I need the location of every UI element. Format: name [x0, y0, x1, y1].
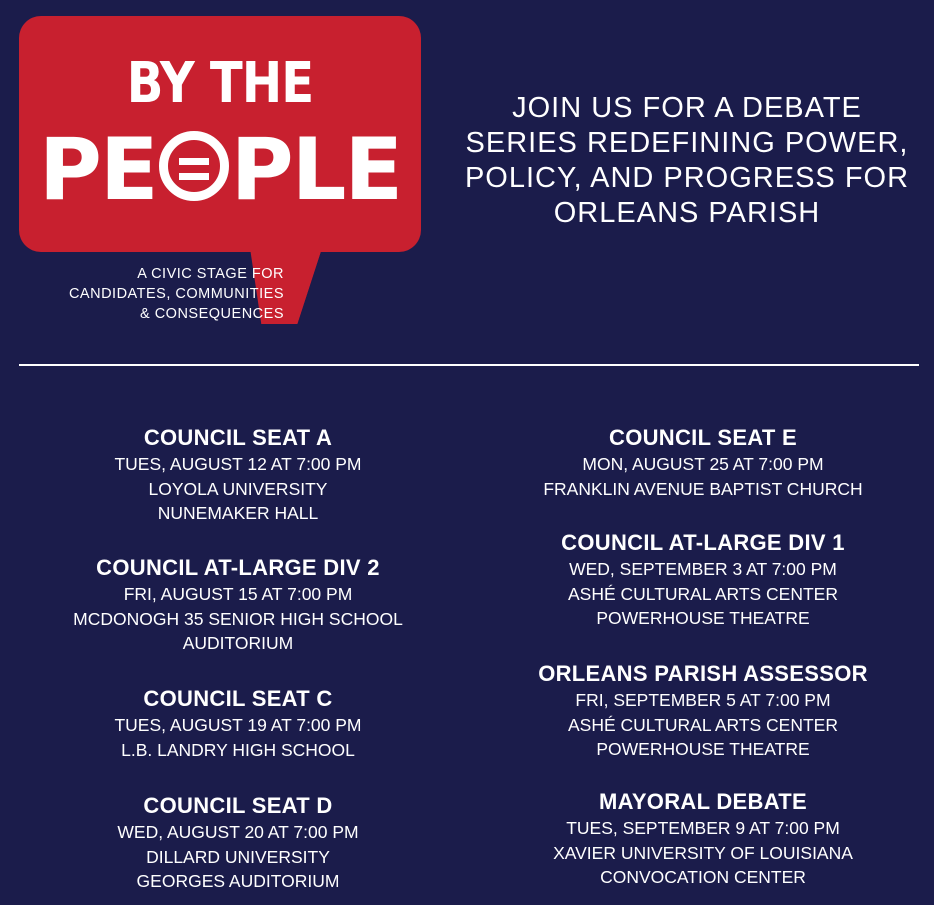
event-title: COUNCIL SEAT E: [609, 425, 797, 450]
event-venue-detail: NUNEMAKER HALL: [157, 503, 319, 523]
headline-line-2: SERIES REDEFINING POWER,: [465, 127, 909, 159]
section-divider: [19, 364, 919, 366]
logo-tagline: [69, 264, 284, 324]
event-title: COUNCIL SEAT A: [143, 425, 333, 450]
event-date: WED, AUGUST 20 AT 7:00 PM: [117, 822, 359, 842]
event-title: MAYORAL DEBATE: [599, 789, 807, 814]
by-the-people-logo: [19, 16, 421, 252]
event-venue: L.B. LANDRY HIGH SCHOOL: [121, 739, 355, 760]
event-council-at-large-div-2: [28, 554, 448, 656]
event-date: FRI, SEPTEMBER 5 AT 7:00 PM: [575, 690, 831, 710]
logo-line-2: [19, 120, 421, 220]
event-council-seat-c: [28, 685, 448, 762]
event-date: TUES, AUGUST 19 AT 7:00 PM: [114, 715, 362, 735]
event-venue: LOYOLA UNIVERSITY: [148, 478, 328, 499]
event-council-seat-a: [28, 424, 448, 526]
event-title: ORLEANS PARISH ASSESSOR: [538, 661, 868, 686]
event-title: COUNCIL AT-LARGE DIV 1: [561, 530, 845, 555]
tagline-line-2: CANDIDATES, COMMUNITIES: [68, 286, 284, 302]
event-council-at-large-div-1: [488, 529, 918, 631]
event-date: MON, AUGUST 25 AT 7:00 PM: [582, 454, 824, 474]
event-council-seat-e: [488, 424, 918, 501]
logo-line-1: BY THE: [126, 51, 314, 116]
headline: [440, 91, 934, 231]
event-venue-detail: POWERHOUSE THEATRE: [596, 739, 810, 759]
event-venue: DILLARD UNIVERSITY: [146, 846, 330, 867]
event-venue: FRANKLIN AVENUE BAPTIST CHURCH: [543, 478, 863, 499]
event-date: WED, SEPTEMBER 3 AT 7:00 PM: [569, 559, 837, 579]
event-venue: MCDONOGH 35 SENIOR HIGH SCHOOL: [73, 608, 403, 629]
event-venue: XAVIER UNIVERSITY OF LOUISIANA: [553, 842, 853, 863]
headline-line-4: ORLEANS PARISH: [553, 197, 821, 229]
headline-line-1: JOIN US FOR A DEBATE: [512, 92, 862, 124]
equality-o-icon: [159, 131, 229, 201]
event-mayoral-debate: [488, 788, 918, 890]
headline-line-3: POLICY, AND PROGRESS FOR: [464, 162, 910, 194]
event-orleans-parish-assessor: [488, 660, 918, 762]
event-title: COUNCIL SEAT C: [143, 686, 333, 711]
event-date: TUES, SEPTEMBER 9 AT 7:00 PM: [566, 818, 840, 838]
event-venue: ASHÉ CULTURAL ARTS CENTER: [567, 583, 838, 604]
event-council-seat-d: [28, 792, 448, 894]
event-title: COUNCIL SEAT D: [143, 793, 333, 818]
tagline-line-3: & CONSEQUENCES: [140, 306, 284, 322]
event-venue-detail: CONVOCATION CENTER: [600, 867, 806, 887]
event-venue-detail: GEORGES AUDITORIUM: [136, 871, 340, 891]
logo-line-2-end: PLE: [230, 120, 402, 220]
event-venue-detail: POWERHOUSE THEATRE: [596, 608, 810, 628]
event-title: COUNCIL AT-LARGE DIV 2: [96, 555, 380, 580]
tagline-line-1: A CIVIC STAGE FOR: [137, 266, 284, 282]
event-date: FRI, AUGUST 15 AT 7:00 PM: [123, 584, 353, 604]
event-venue-detail: AUDITORIUM: [182, 633, 294, 653]
event-venue: ASHÉ CULTURAL ARTS CENTER: [567, 714, 838, 735]
event-date: TUES, AUGUST 12 AT 7:00 PM: [114, 454, 362, 474]
logo-line-2-start: PE: [38, 120, 157, 220]
